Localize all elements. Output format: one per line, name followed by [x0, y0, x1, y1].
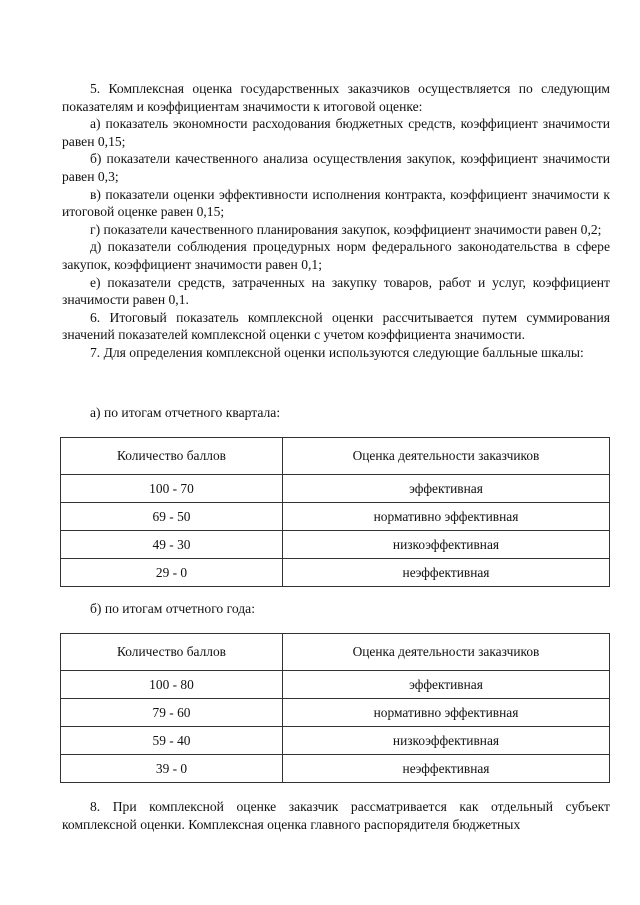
points-cell: 69 - 50 — [61, 503, 283, 531]
rating-cell: низкоэффективная — [283, 531, 610, 559]
item-v: в) показатели оценки эффективности исполнения контракта, коэффициент значимости к итоговой оценке равен 0,15; — [62, 186, 610, 220]
rating-cell: низкоэффективная — [283, 727, 610, 755]
header-points: Количество баллов — [61, 634, 283, 671]
points-cell: 49 - 30 — [61, 531, 283, 559]
score-table-year — [60, 633, 610, 783]
item-g: г) показатели качественного планирования закупок, коэффициент значимости равен 0,2; — [90, 221, 602, 237]
paragraph-8: 8. При комплексной оценке заказчик рассматривается как отдельный субъект комплексной оценки. Комплексная оценка главного распорядителя бюджетных — [62, 799, 610, 832]
rating-cell: эффективная — [283, 671, 610, 699]
table-row — [61, 475, 610, 503]
subheading-year: б) по итогам отчетного года: — [90, 601, 255, 616]
points-cell: 100 - 80 — [61, 671, 283, 699]
header-rating: Оценка деятельности заказчиков — [283, 634, 610, 671]
table-row — [61, 699, 610, 727]
table-row — [61, 559, 610, 587]
points-cell: 39 - 0 — [61, 755, 283, 783]
points-cell: 59 - 40 — [61, 727, 283, 755]
table-header-row — [61, 438, 610, 475]
score-table-quarter — [60, 437, 610, 587]
item-b: б) показатели качественного анализа осуществления закупок, коэффициент значимости равен 0,3; — [62, 151, 610, 184]
paragraph-7: 7. Для определения комплексной оценки используются следующие балльные шкалы: — [90, 344, 584, 360]
table-row — [61, 671, 610, 699]
table-row — [61, 531, 610, 559]
paragraph-6: 6. Итоговый показатель комплексной оценки рассчитывается путем суммирования значений показателей комплексной оценки с учетом коэффициента значимости. — [62, 309, 610, 343]
body-text-top — [62, 80, 610, 362]
paragraph-5: 5. Комплексная оценка государственных заказчиков осуществляется по следующим показателям и коэффициентам значимости к итоговой оценке: — [62, 81, 610, 114]
table-header-row — [61, 634, 610, 671]
points-cell: 29 - 0 — [61, 559, 283, 587]
item-d: д) показатели соблюдения процедурных норм федерального законодательства в сфере закупок, коэффициент значимости равен 0,1; — [62, 239, 610, 272]
rating-cell: неэффективная — [283, 559, 610, 587]
rating-cell: нормативно эффективная — [283, 699, 610, 727]
points-cell: 100 - 70 — [61, 475, 283, 503]
points-cell: 79 - 60 — [61, 699, 283, 727]
header-rating: Оценка деятельности заказчиков — [283, 438, 610, 475]
table-row — [61, 755, 610, 783]
item-a: а) показатель экономности расходования бюджетных средств, коэффициент значимости равен 0,15; — [62, 116, 610, 149]
subheading-quarter: а) по итогам отчетного квартала: — [90, 405, 281, 420]
table-row — [61, 503, 610, 531]
body-text-bottom — [62, 798, 610, 833]
rating-cell: неэффективная — [283, 755, 610, 783]
rating-cell: нормативно эффективная — [283, 503, 610, 531]
header-points: Количество баллов — [61, 438, 283, 475]
table-row — [61, 727, 610, 755]
item-e: е) показатели средств, затраченных на закупку товаров, работ и услуг, коэффициент значимости равен 0,1. — [62, 274, 610, 308]
rating-cell: эффективная — [283, 475, 610, 503]
